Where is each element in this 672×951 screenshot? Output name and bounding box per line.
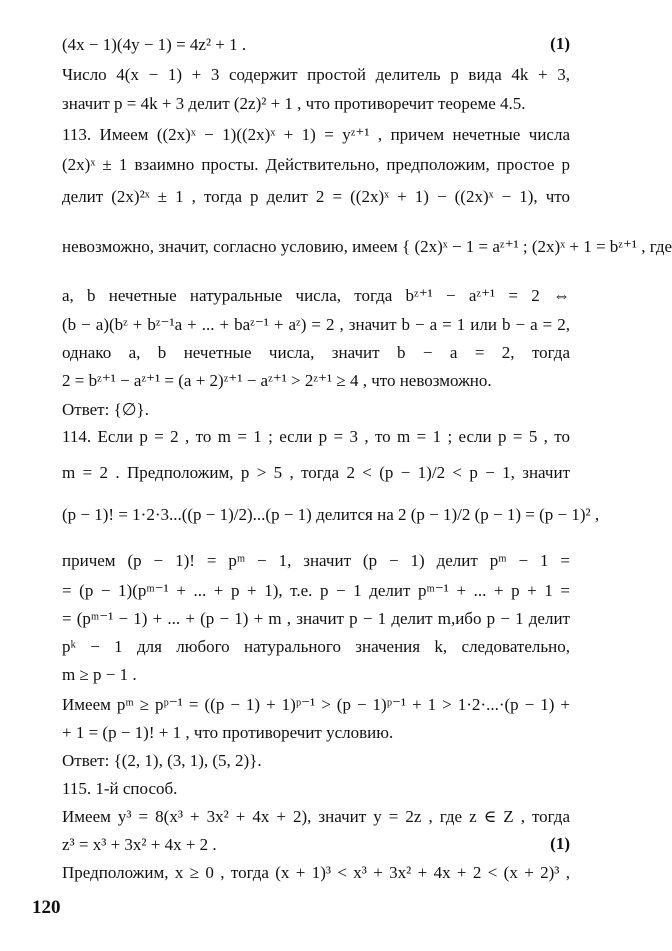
problem-114-line-2: m = 2 . Предположим, p > 5 , тогда 2 < (p − 1)/2 < p − 1, значит bbox=[62, 463, 570, 482]
problem-115-line-2: z³ = x³ + 3x² + 4x + 2 . bbox=[62, 835, 217, 854]
text-line-3: значит p = 4k + 3 делит (2z)² + 1 , что противоречит теореме 4.5. bbox=[62, 94, 526, 113]
problem-114-line-8: m ≥ p − 1 . bbox=[62, 665, 137, 684]
problem-115-line-1: Имеем y³ = 8(x³ + 3x² + 4x + 2), значит y = 2z , где z ∈ Z , тогда bbox=[62, 807, 570, 826]
equation-number-2: (1) bbox=[550, 834, 570, 853]
problem-114-line-6: = (pᵐ⁻¹ − 1) + ... + (p − 1) + m , значит p − 1 делит m,ибо p − 1 делит bbox=[62, 609, 570, 628]
page-number: 120 bbox=[32, 897, 61, 918]
problem-113-line-3: делит (2x)²ˣ ± 1 , тогда p делит 2 = ((2x)ˣ + 1) − ((2x)ˣ − 1), что bbox=[62, 187, 570, 206]
problem-113-system-line: невозможно, значит, согласно условию, имеем { (2x)ˣ − 1 = aᶻ⁺¹ ; (2x)ˣ + 1 = bᶻ⁺¹ , где bbox=[62, 237, 672, 256]
problem-113-line-8: 2 = bᶻ⁺¹ − aᶻ⁺¹ = (a + 2)ᶻ⁺¹ − aᶻ⁺¹ > 2ᶻ⁺¹ ≥ 4 , что невозможно. bbox=[62, 371, 492, 390]
problem-114-line-1: 114. Если p = 2 , то m = 1 ; если p = 3 , то m = 1 ; если p = 5 , то bbox=[62, 427, 570, 446]
problem-113-line-7: однако a, b нечетные числа, значит b − a = 2, тогда bbox=[62, 343, 570, 362]
text-line-2: Число 4(x − 1) + 3 содержит простой делитель p вида 4k + 3, bbox=[62, 65, 570, 84]
problem-114-line-10: + 1 = (p − 1)! + 1 , что противоречит условию. bbox=[62, 723, 394, 742]
equation-number-1: (1) bbox=[550, 34, 570, 53]
problem-113-line-2: (2x)ˣ ± 1 взаимно просты. Действительно, предположим, простое p bbox=[62, 155, 570, 174]
problem-114-line-5: = (p − 1)(pᵐ⁻¹ + ... + p + 1), т.е. p − 1 делит pᵐ⁻¹ + ... + p + 1 = bbox=[62, 581, 570, 600]
problem-114-line-9: Имеем pᵐ ≥ pᵖ⁻¹ = ((p − 1) + 1)ᵖ⁻¹ > (p − 1)ᵖ⁻¹ + 1 > 1·2·...·(p − 1) + bbox=[62, 695, 570, 714]
problem-114-line-7: pᵏ − 1 для любого натурального значения k, следовательно, bbox=[62, 637, 570, 656]
problem-114-line-4: причем (p − 1)! = pᵐ − 1, значит (p − 1) делит pᵐ − 1 = bbox=[62, 551, 570, 570]
problem-115-heading: 115. 1-й способ. bbox=[62, 779, 178, 798]
problem-113-answer: Ответ: {∅}. bbox=[62, 400, 149, 419]
problem-113-line-1: 113. Имеем ((2x)ˣ − 1)((2x)ˣ + 1) = yᶻ⁺¹ , причем нечетные числа bbox=[62, 125, 570, 144]
problem-115-line-3: Предположим, x ≥ 0 , тогда (x + 1)³ < x³ + 3x² + 4x + 2 < (x + 2)³ , bbox=[62, 863, 570, 882]
problem-113-line-5: a, b нечетные натуральные числа, тогда bᶻ⁺¹ − aᶻ⁺¹ = 2 ⇔ bbox=[62, 286, 570, 305]
problem-114-line-3: (p − 1)! = 1·2·3...((p − 1)/2)...(p − 1) делится на 2 (p − 1)/2 (p − 1) = (p − 1)² , bbox=[62, 505, 600, 524]
equation-line-1: (4x − 1)(4y − 1) = 4z² + 1 . bbox=[62, 35, 247, 54]
problem-114-answer: Ответ: {(2, 1), (3, 1), (5, 2)}. bbox=[62, 751, 262, 770]
problem-113-line-6: (b − a)(bᶻ + bᶻ⁻¹a + ... + baᶻ⁻¹ + aᶻ) = 2 , значит b − a = 1 или b − a = 2, bbox=[62, 315, 570, 334]
